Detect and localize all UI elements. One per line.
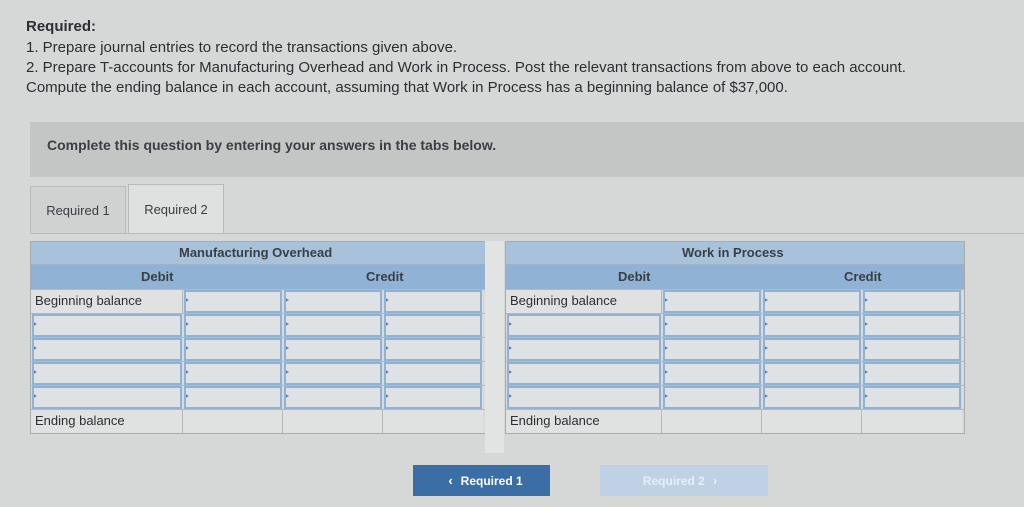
credit-amount-input[interactable] (863, 386, 961, 409)
debit-amount-input[interactable] (184, 386, 282, 409)
credit-description-input[interactable] (763, 386, 861, 409)
ending-credit-amount (862, 410, 962, 433)
debit-amount-input[interactable] (184, 362, 282, 385)
ending-balance-row (31, 409, 485, 433)
requirements-title: Required: (26, 18, 97, 35)
beginning-balance-row (31, 289, 485, 313)
credit-header: Credit (366, 269, 404, 284)
credit-amount-input[interactable] (863, 290, 961, 313)
debit-amount-input[interactable] (663, 290, 761, 313)
chevron-right-icon: › (712, 473, 718, 488)
debit-amount-input[interactable] (663, 314, 761, 337)
t-account-work-in-process (505, 241, 965, 434)
credit-description-input[interactable] (763, 290, 861, 313)
t-account-title (506, 242, 964, 264)
debit-description-input[interactable] (32, 362, 182, 385)
ending-balance-label: Ending balance (506, 410, 662, 433)
entry-row (31, 385, 485, 409)
entry-row (31, 337, 485, 361)
debit-amount-input[interactable] (184, 290, 282, 313)
debit-description-input[interactable] (32, 386, 182, 409)
debit-description-input[interactable] (507, 314, 661, 337)
next-required-2-button (600, 465, 768, 496)
credit-description-input[interactable] (763, 338, 861, 361)
entry-row (506, 361, 964, 385)
account-name: Work in Process (682, 245, 784, 260)
credit-description-input[interactable] (763, 362, 861, 385)
debit-description-input[interactable] (507, 338, 661, 361)
t-account-manufacturing-overhead (30, 241, 486, 434)
t-account-column-header (506, 264, 964, 289)
tab-label: Required 2 (144, 202, 208, 217)
credit-amount-input[interactable] (384, 290, 482, 313)
ending-balance-row (506, 409, 964, 433)
entry-row (31, 361, 485, 385)
credit-description-input[interactable] (763, 314, 861, 337)
debit-amount-input[interactable] (663, 338, 761, 361)
tab-label: Required 1 (46, 202, 110, 218)
debit-description-input[interactable] (32, 338, 182, 361)
debit-description-input[interactable] (507, 386, 661, 409)
ending-debit-amount (662, 410, 762, 433)
requirement-line-3: Compute the ending balance in each account, assuming that Work in Process has a beginning balance of $37,000. (26, 79, 788, 96)
credit-description-input[interactable] (284, 290, 382, 313)
beginning-balance-label: Beginning balance (506, 290, 662, 313)
account-name: Manufacturing Overhead (179, 245, 333, 260)
debit-description-input[interactable] (507, 362, 661, 385)
ending-credit-description (283, 410, 383, 433)
requirement-line-1: 1. Prepare journal entries to record the transactions given above. (26, 39, 458, 56)
previous-button-label: Required 1 (460, 473, 523, 488)
instruction-text: Complete this question by entering your answers in the tabs below. (47, 137, 497, 153)
credit-amount-input[interactable] (863, 362, 961, 385)
next-button-label: Required 2 (642, 473, 705, 488)
entry-row (506, 337, 964, 361)
instruction-banner (30, 122, 1024, 177)
debit-amount-input[interactable] (184, 338, 282, 361)
entry-row (506, 385, 964, 409)
credit-description-input[interactable] (284, 386, 382, 409)
requirements-section (26, 18, 1006, 98)
debit-amount-input[interactable] (184, 314, 282, 337)
debit-amount-input[interactable] (663, 362, 761, 385)
debit-amount-input[interactable] (663, 386, 761, 409)
credit-header: Credit (844, 269, 882, 284)
tab-required-1[interactable] (30, 186, 126, 233)
credit-amount-input[interactable] (384, 362, 482, 385)
ending-debit-amount (183, 410, 283, 433)
t-account-title (31, 242, 485, 264)
credit-amount-input[interactable] (863, 314, 961, 337)
debit-description-input[interactable] (32, 314, 182, 337)
credit-description-input[interactable] (284, 314, 382, 337)
requirement-line-2: 2. Prepare T-accounts for Manufacturing Overhead and Work in Process. Post the relevant transactions from above to each account. (26, 59, 906, 76)
tabs-divider (30, 233, 1024, 234)
credit-amount-input[interactable] (384, 314, 482, 337)
debit-header: Debit (618, 269, 651, 284)
credit-amount-input[interactable] (384, 338, 482, 361)
ending-credit-description (762, 410, 862, 433)
credit-amount-input[interactable] (863, 338, 961, 361)
credit-description-input[interactable] (284, 362, 382, 385)
previous-required-1-button[interactable] (413, 465, 550, 496)
credit-description-input[interactable] (284, 338, 382, 361)
t-account-gap (485, 241, 504, 453)
ending-balance-label: Ending balance (31, 410, 183, 433)
tab-required-2[interactable] (128, 184, 224, 234)
entry-row (31, 313, 485, 337)
beginning-balance-row (506, 289, 964, 313)
entry-row (506, 313, 964, 337)
beginning-balance-label: Beginning balance (31, 290, 183, 313)
chevron-left-icon: ‹ (448, 473, 453, 488)
ending-credit-amount (383, 410, 483, 433)
credit-amount-input[interactable] (384, 386, 482, 409)
t-account-column-header (31, 264, 485, 289)
debit-header: Debit (141, 269, 174, 284)
